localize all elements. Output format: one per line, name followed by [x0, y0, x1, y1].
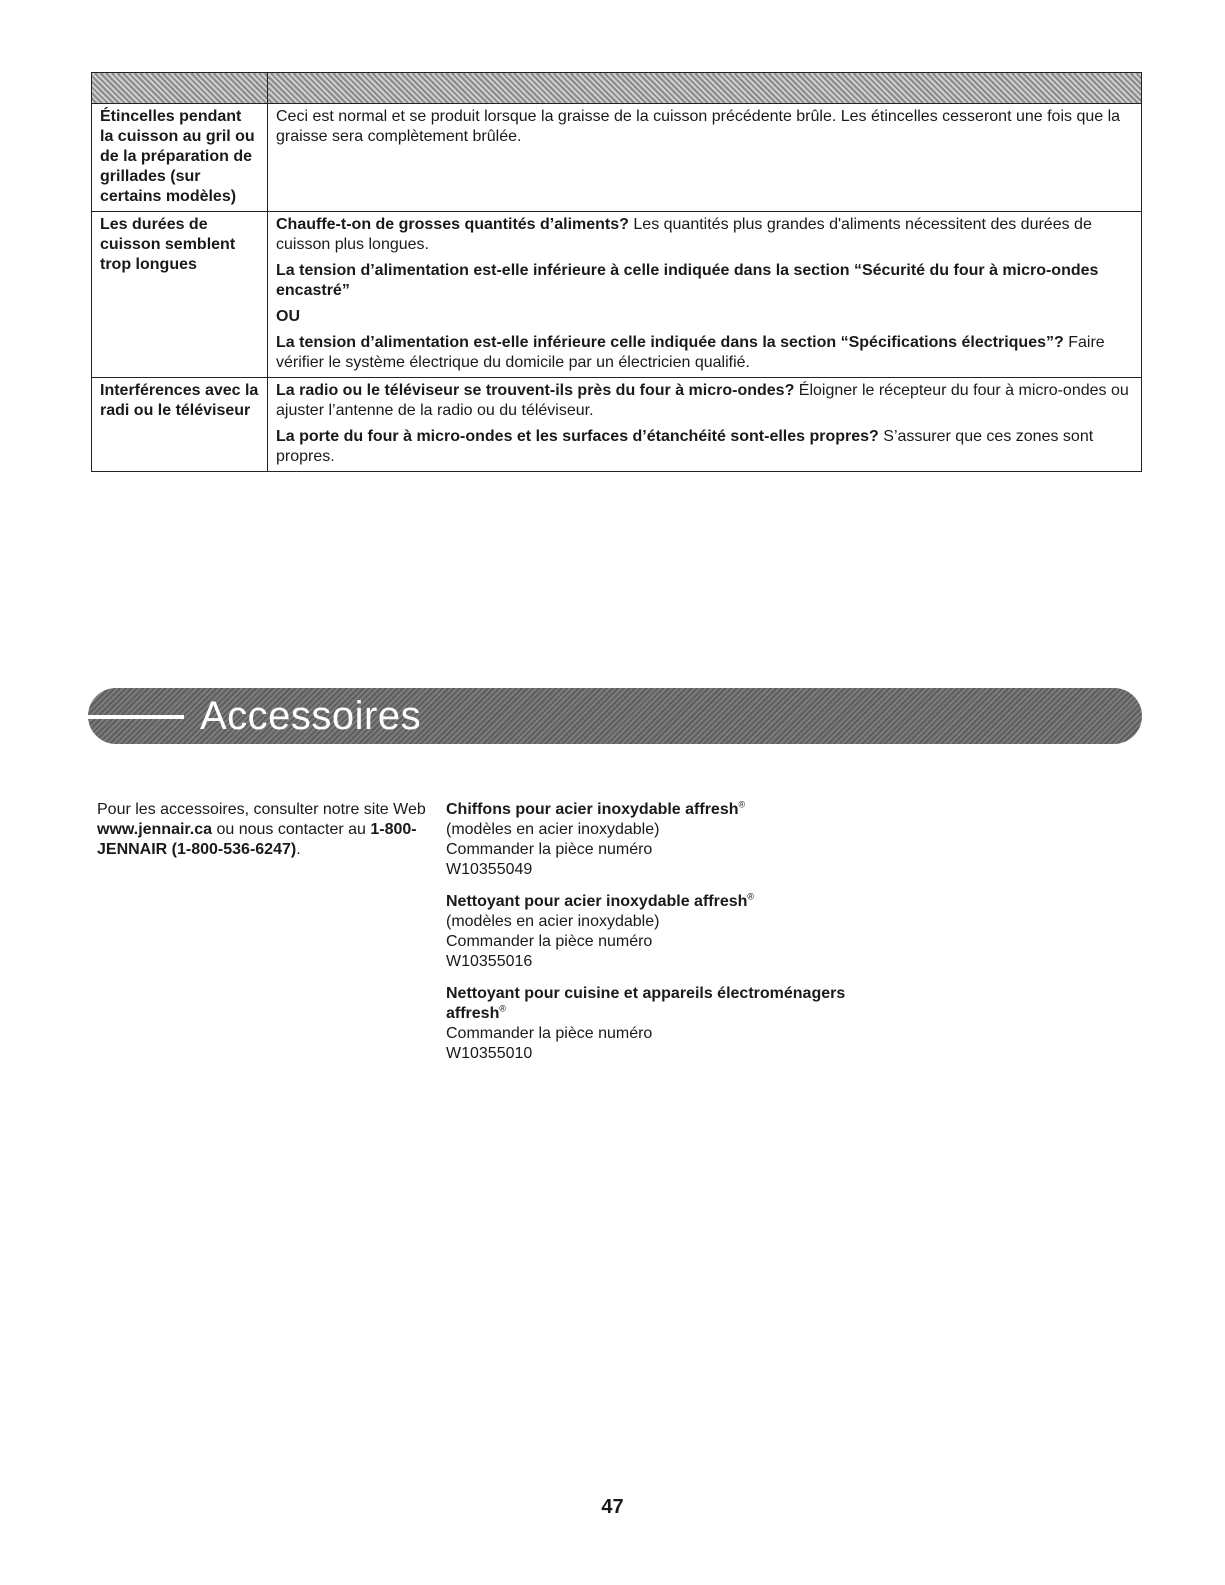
accessory-part-number: W10355049: [446, 861, 533, 878]
table-row: [92, 378, 1142, 472]
accessory-name-text: Nettoyant pour cuisine et appareils électroménagers affresh: [446, 985, 846, 1022]
solution-answer: Ceci est normal et se produit lorsque la graisse de la cuisson précédente brûle. Les étincelles cesseront une fois que la graisse sera complètement brûlée.: [276, 108, 1121, 145]
intro-text: ou nous contacter au: [216, 821, 366, 838]
accessory-name: [446, 984, 866, 1024]
solution-answer: S’assurer que ces zones sont propres.: [276, 428, 1094, 465]
table-row: [92, 104, 1142, 212]
solution-question: La radio ou le téléviseur se trouvent-ils près du four à micro-ondes?: [276, 382, 795, 399]
solution-answer: Les quantités plus grandes d'aliments nécessitent des durées de cuisson plus longues.: [276, 216, 1092, 253]
solution-paragraph: [276, 261, 1133, 301]
list-item: [446, 984, 866, 1064]
accessory-name: [446, 892, 866, 912]
problem-cell: Étincelles pendant la cuisson au gril ou de la préparation de grillades (sur certains modèles): [92, 104, 268, 212]
solution-question: OU: [276, 308, 300, 325]
website-link[interactable]: www.jennair.ca: [97, 821, 213, 838]
accessory-part-number: W10355010: [446, 1045, 533, 1062]
section-banner: [88, 688, 1142, 744]
header-cell-solution: [268, 73, 1142, 104]
solution-paragraph: [276, 427, 1133, 467]
solution-paragraph: [276, 381, 1133, 421]
accessory-name: [446, 800, 866, 820]
accessory-models: (modèles en acier inoxydable): [446, 821, 660, 838]
solution-answer: Faire vérifier le système électrique du domicile par un électricien qualifié.: [276, 334, 1105, 371]
table-header-row: [92, 73, 1142, 104]
registered-mark: ®: [738, 799, 746, 810]
solution-question: Chauffe-t-on de grosses quantités d’aliments?: [276, 216, 629, 233]
solution-question: La tension d’alimentation est-elle inférieure celle indiquée dans la section “Spécifications électriques”?: [276, 334, 1064, 351]
accessory-order-label: Commander la pièce numéro: [446, 1025, 653, 1042]
solution-paragraph: [276, 107, 1133, 147]
problem-cell: Interférences avec la radi ou le téléviseur: [92, 378, 268, 472]
solution-question: La tension d’alimentation est-elle inférieure à celle indiquée dans la section “Sécurité du four à micro-ondes encastré”: [276, 262, 1099, 299]
header-cell-problem: [92, 73, 268, 104]
accessories-intro: [97, 800, 432, 860]
accessory-name-text: Chiffons pour acier inoxydable affresh: [446, 801, 739, 818]
list-item: [446, 892, 866, 972]
problem-cell: Les durées de cuisson semblent trop longues: [92, 212, 268, 378]
intro-period: .: [296, 841, 301, 858]
solution-answer: Éloigner le récepteur du four à micro-ondes ou ajuster l’antenne de la radio ou du téléviseur.: [276, 382, 1129, 419]
banner-rule: [88, 715, 184, 719]
solution-paragraph: [276, 333, 1133, 373]
phone-number: 1-800-JENNAIR (1-800-536-6247): [97, 821, 417, 858]
section-title: Accessoires: [200, 694, 422, 738]
solution-cell: [268, 212, 1142, 378]
solution-cell: [268, 378, 1142, 472]
page-number: 47: [601, 1496, 624, 1518]
registered-mark: ®: [499, 1003, 506, 1014]
accessory-models: (modèles en acier inoxydable): [446, 913, 660, 930]
accessory-order-label: Commander la pièce numéro: [446, 933, 653, 950]
accessory-order-label: Commander la pièce numéro: [446, 841, 653, 858]
solution-cell: [268, 104, 1142, 212]
solution-paragraph: [276, 215, 1133, 255]
accessory-part-number: W10355016: [446, 953, 533, 970]
table-row: [92, 212, 1142, 378]
solution-question: La porte du four à micro-ondes et les surfaces d’étanchéité sont-elles propres?: [276, 428, 879, 445]
accessories-list: [446, 800, 866, 1076]
list-item: [446, 800, 866, 880]
troubleshooting-table: [91, 72, 1142, 472]
solution-paragraph: [276, 307, 1133, 327]
registered-mark: ®: [747, 891, 755, 902]
accessory-name-text: Nettoyant pour acier inoxydable affresh: [446, 893, 748, 910]
intro-text: Pour les accessoires, consulter notre site Web: [97, 801, 426, 818]
